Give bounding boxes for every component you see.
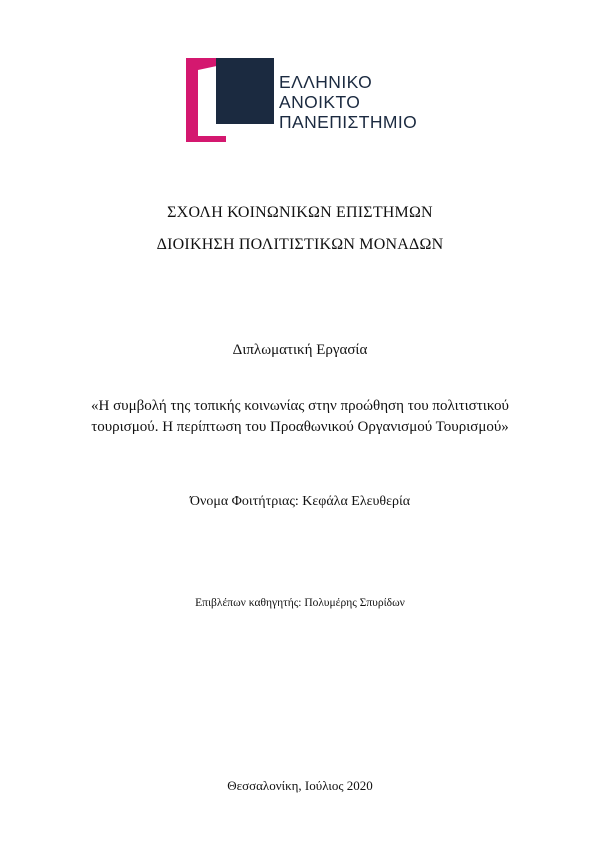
university-logo bbox=[186, 56, 426, 146]
logo-line-3: ΠΑΝΕΠΙΣΤΗΜΙΟ bbox=[279, 112, 418, 132]
university-logo-mark bbox=[186, 56, 274, 144]
department-name: ΔΙΟΙΚΗΣΗ ΠΟΛΙΤΙΣΤΙΚΩΝ ΜΟΝΑΔΩΝ bbox=[156, 236, 444, 253]
school-name: ΣΧΟΛΗ ΚΟΙΝΩΝΙΚΩΝ ΕΠΙΣΤΗΜΩΝ bbox=[167, 204, 433, 221]
university-logo-text bbox=[279, 72, 417, 132]
place-and-date: Θεσσαλονίκη, Ιούλιος 2020 bbox=[227, 778, 373, 793]
logo-line-1: ΕΛΛΗΝΙΚΟ bbox=[279, 72, 373, 92]
student-name: Όνομα Φοιτήτριας: Κεφάλα Ελευθερία bbox=[189, 494, 411, 509]
thesis-title-line-1: «Η συμβολή της τοπικής κοινωνίας στην προώθηση του πολιτιστικού bbox=[91, 398, 509, 414]
thesis-title-line-2: τουρισμού. Η περίπτωση του Προαθωνικού Οργανισμού Τουρισμού» bbox=[91, 419, 509, 435]
supervisor-name: Επιβλέπων καθηγητής: Πολυμέρης Σπυρίδων bbox=[195, 597, 405, 609]
thesis-title bbox=[50, 396, 550, 438]
logo-line-2: ΑΝΟΙΚΤΟ bbox=[279, 92, 361, 112]
document-type: Διπλωματική Εργασία bbox=[232, 342, 368, 358]
